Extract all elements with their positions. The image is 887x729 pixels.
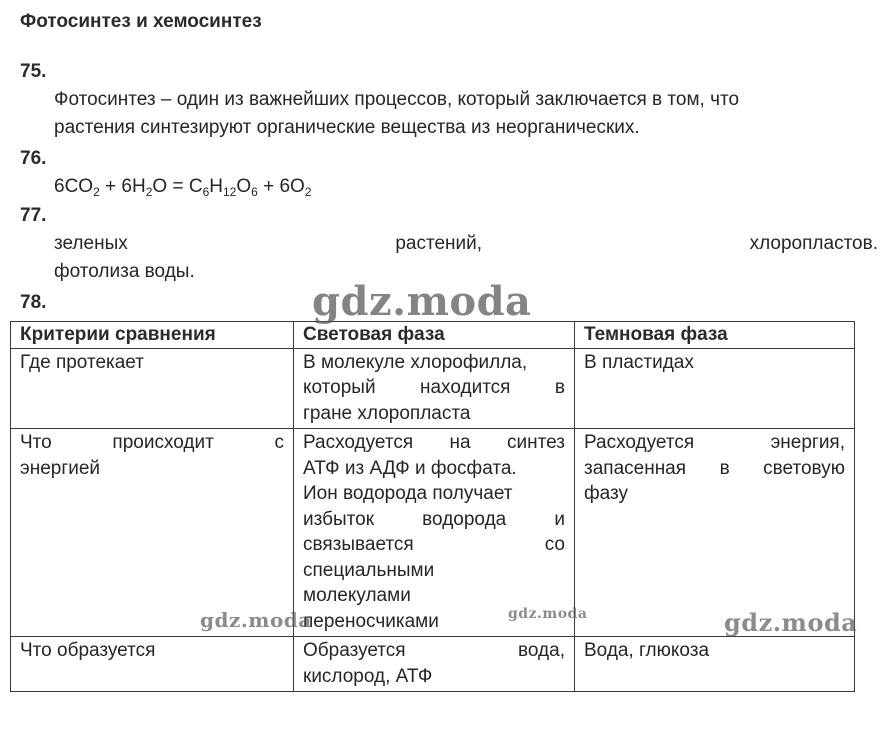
cell-line: энергией — [20, 457, 101, 479]
eq-part: H — [209, 176, 223, 197]
cell-line: переносчиками — [303, 610, 439, 632]
eq-sub: 12 — [222, 185, 237, 199]
cell-line: Ион водорода получает — [303, 483, 513, 504]
header-dark-phase: Темновая фаза — [575, 322, 855, 349]
cell-line — [303, 638, 565, 664]
cell-word: в — [719, 457, 730, 479]
table-cell — [575, 429, 858, 637]
cell-word: запасенная — [584, 457, 687, 479]
cell-word: находится — [420, 377, 511, 398]
table-cell: Что образуется — [11, 637, 294, 692]
cell-word: Что — [20, 432, 52, 453]
eq-part: O — [236, 176, 252, 197]
watermark: gdz.moda — [200, 608, 312, 632]
cell-line: В молекуле хлорофилла, — [303, 351, 528, 373]
watermark: gdz.moda — [508, 606, 588, 622]
cell-line — [303, 430, 565, 456]
table-cell — [294, 637, 575, 692]
table-row — [11, 429, 855, 637]
table-cell — [294, 348, 575, 429]
eq-part: 6CO — [54, 176, 94, 197]
task-77-word: растений, — [395, 233, 483, 254]
task-77-line-2: фотолиза воды. — [54, 261, 195, 282]
cell-line — [303, 375, 565, 401]
table-cell: Где протекает — [11, 348, 294, 429]
task-75-text-1: Фотосинтез – один из важнейших процессов, который заключается в том, что — [54, 89, 740, 110]
task-77-word: зеленых — [54, 233, 128, 254]
cell-word: и — [554, 508, 565, 530]
cell-word: световую — [763, 457, 845, 479]
eq-part: + 6H — [99, 176, 146, 197]
cell-line: гране хлоропласта — [303, 402, 471, 424]
cell-word: энергия, — [770, 432, 845, 453]
eq-part: O = C — [152, 176, 203, 197]
cell-line — [584, 430, 845, 456]
task-76-number: 76. — [20, 148, 47, 169]
cell-word: который — [303, 377, 376, 398]
task-75-line-1-text — [54, 86, 878, 114]
task-77-line-1 — [54, 230, 878, 258]
section-title: Фотосинтез и хемосинтез — [20, 11, 262, 32]
cell-word: Расходуется — [303, 432, 414, 453]
task-75-line-2: растения синтезируют органические вещества из неорганических. — [54, 117, 640, 138]
cell-word: на — [449, 432, 471, 453]
eq-sub: 6 — [251, 185, 258, 199]
cell-word: Образуется — [303, 640, 406, 661]
watermark: gdz.moda — [724, 608, 858, 637]
cell-line: АТФ из АДФ и фосфата. — [303, 457, 517, 479]
header-light-phase: Световая фаза — [294, 322, 575, 349]
cell-line: кислород, АТФ — [303, 665, 433, 687]
table-header-row — [11, 322, 855, 349]
task-75-number: 75. — [20, 61, 47, 82]
watermark: gdz.moda — [312, 278, 532, 325]
cell-word: связывается — [303, 534, 414, 555]
cell-line: молекулами — [303, 585, 411, 606]
task-75-line-1 — [54, 86, 878, 114]
eq-sub: 6 — [202, 185, 210, 199]
cell-word: со — [544, 534, 565, 555]
cell-line — [584, 456, 845, 482]
table-cell: Вода, глюкоза — [575, 637, 855, 692]
cell-line — [20, 430, 284, 456]
task-77-word: хлоропластов. — [749, 233, 878, 254]
eq-sub: 2 — [145, 185, 153, 199]
cell-line: фазу — [584, 483, 628, 504]
table-cell — [11, 429, 294, 637]
eq-sub: 2 — [304, 185, 312, 199]
cell-line: специальными — [303, 559, 435, 581]
table-row — [11, 637, 855, 692]
cell-word: синтез — [507, 432, 565, 453]
cell-line — [303, 532, 565, 558]
table-row — [11, 348, 855, 429]
cell-word: с — [274, 432, 284, 453]
cell-word: происходит — [112, 432, 214, 453]
cell-word: водорода — [422, 508, 507, 530]
header-criteria: Критерии сравнения — [11, 322, 294, 349]
eq-part: + 6O — [257, 176, 305, 197]
cell-word: избыток — [303, 508, 375, 530]
task-76-equation — [54, 173, 878, 201]
cell-word: в — [554, 377, 565, 398]
task-77-number: 77. — [20, 205, 47, 226]
cell-line — [303, 507, 565, 533]
cell-word: Расходуется — [584, 432, 695, 453]
table-cell: В пластидах — [575, 348, 855, 429]
cell-word: вода, — [518, 640, 565, 661]
task-78-number: 78. — [20, 292, 47, 313]
eq-sub: 2 — [93, 185, 100, 199]
